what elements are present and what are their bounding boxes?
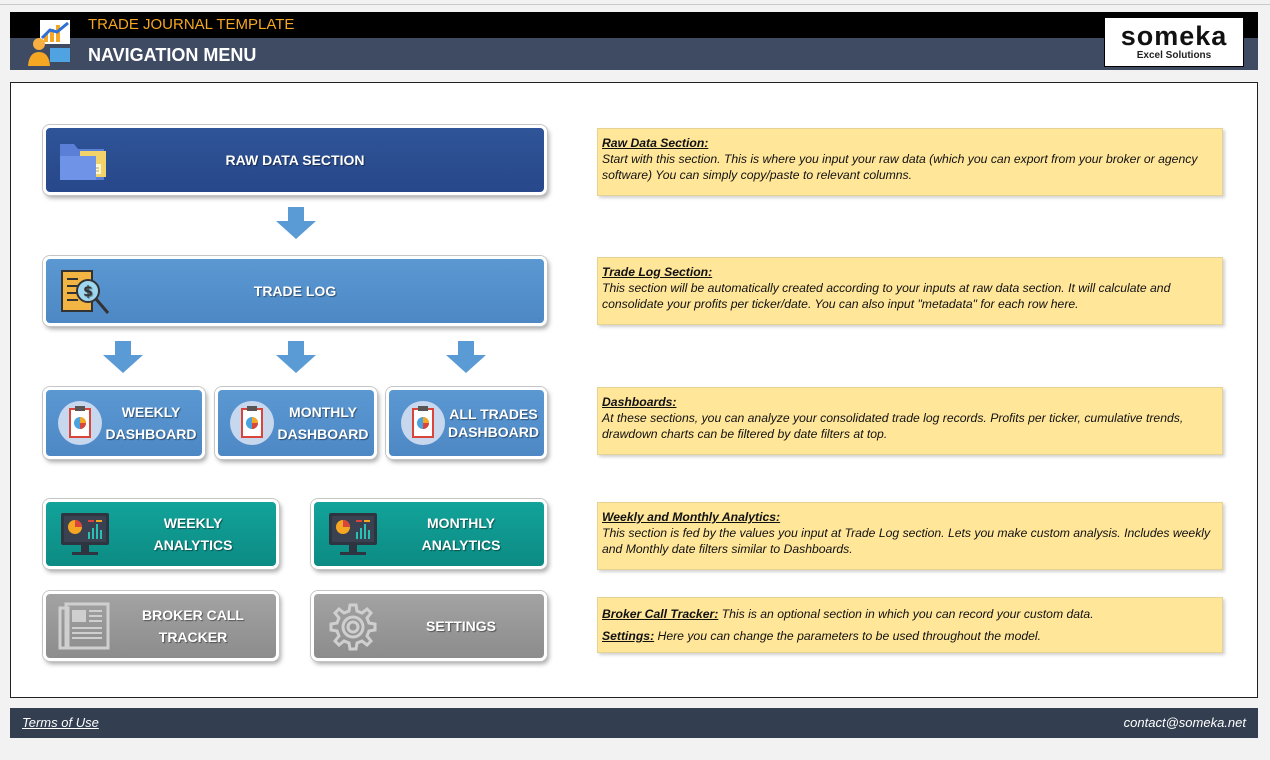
dashboards-description-text: At these sections, you can analyze your consolidated trade log records. Profits per ticker, cumulative trends, drawdown charts can be filtered by date filters at top. <box>602 411 1184 441</box>
trade-log-description <box>597 257 1223 325</box>
trade-log-label: TRADE LOG <box>253 283 337 299</box>
all-trades-dashboard-label: ALL TRADES DASHBOARD <box>448 406 539 440</box>
settings-button[interactable] <box>311 591 547 661</box>
down-arrow-icon <box>446 341 486 373</box>
logo-tagline: Excel Solutions <box>1136 50 1212 61</box>
settings-description-title: Settings: <box>602 629 655 643</box>
weekly-dashboard-button[interactable] <box>43 387 205 459</box>
someka-logo[interactable] <box>1104 17 1244 67</box>
clipboard-chart-icon <box>228 399 276 447</box>
logo-wordmark: someka <box>1120 21 1228 51</box>
raw-data-description-text: Start with this section. This is where you input your raw data (which you can export from your broker or agency software) You can simply copy/paste to relevant columns. <box>602 152 1198 182</box>
monthly-analytics-button[interactable] <box>311 499 547 569</box>
monitor-chart-icon <box>58 510 112 558</box>
monthly-analytics-label: MONTHLY ANALYTICS <box>421 515 501 553</box>
app-title: TRADE JOURNAL TEMPLATE <box>88 16 295 33</box>
monitor-chart-icon <box>326 510 380 558</box>
trade-log-button[interactable] <box>43 256 547 326</box>
gear-icon <box>328 602 378 652</box>
down-arrow-icon <box>276 341 316 373</box>
clipboard-chart-icon <box>56 399 104 447</box>
weekly-analytics-button[interactable] <box>43 499 279 569</box>
top-divider <box>0 4 1270 5</box>
weekly-analytics-label: WEEKLY ANALYTICS <box>153 515 233 553</box>
newspaper-icon <box>58 602 112 652</box>
page-title: NAVIGATION MENU <box>88 45 257 65</box>
broker-description-line <box>602 606 1218 622</box>
dashboards-description-title: Dashboards: <box>602 395 677 409</box>
navigation-panel <box>10 82 1258 698</box>
broker-settings-description <box>597 597 1223 653</box>
analytics-description-title: Weekly and Monthly Analytics: <box>602 510 781 524</box>
down-arrow-icon <box>103 341 143 373</box>
monthly-dashboard-button[interactable] <box>215 387 377 459</box>
down-arrow-icon <box>276 207 316 239</box>
settings-label: SETTINGS <box>425 618 496 634</box>
broker-call-tracker-label: BROKER CALL TRACKER <box>142 607 244 645</box>
raw-data-description-title: Raw Data Section: <box>602 136 709 150</box>
settings-description-line <box>602 628 1218 644</box>
monthly-dashboard-label: MONTHLY DASHBOARD <box>277 404 369 442</box>
contact-email: contact@someka.net <box>1123 715 1246 730</box>
broker-description-text: This is an optional section in which you can record your custom data. <box>718 607 1094 621</box>
clipboard-chart-icon <box>399 399 447 447</box>
terms-of-use-link[interactable]: Terms of Use <box>22 715 99 730</box>
weekly-dashboard-label: WEEKLY DASHBOARD <box>105 404 197 442</box>
svg-text:$: $ <box>83 284 93 300</box>
raw-data-description <box>597 128 1223 196</box>
analytics-description-text: This section is fed by the values you input at Trade Log section. Lets you make custom analysis. Includes weekly and Monthly date filters similar to Dashboards. <box>602 526 1211 556</box>
trade-journal-app-icon <box>26 18 76 66</box>
footer <box>10 708 1258 738</box>
trade-log-description-title: Trade Log Section: <box>602 265 713 279</box>
header <box>10 12 1258 70</box>
trade-log-description-text: This section will be automatically created according to your inputs at raw data section. It will calculate and consolidate your profits per ticker/date. You can also input "metadata" for each row here. <box>602 281 1171 311</box>
raw-data-section-label: RAW DATA SECTION <box>225 152 365 168</box>
broker-description-title: Broker Call Tracker: <box>602 607 719 621</box>
raw-data-section-button[interactable] <box>43 125 547 195</box>
broker-call-tracker-button[interactable] <box>43 591 279 661</box>
all-trades-dashboard-button[interactable] <box>386 387 547 459</box>
settings-description-text: Here you can change the parameters to be used throughout the model. <box>654 629 1042 643</box>
analytics-description <box>597 502 1223 570</box>
dashboards-description <box>597 387 1223 455</box>
